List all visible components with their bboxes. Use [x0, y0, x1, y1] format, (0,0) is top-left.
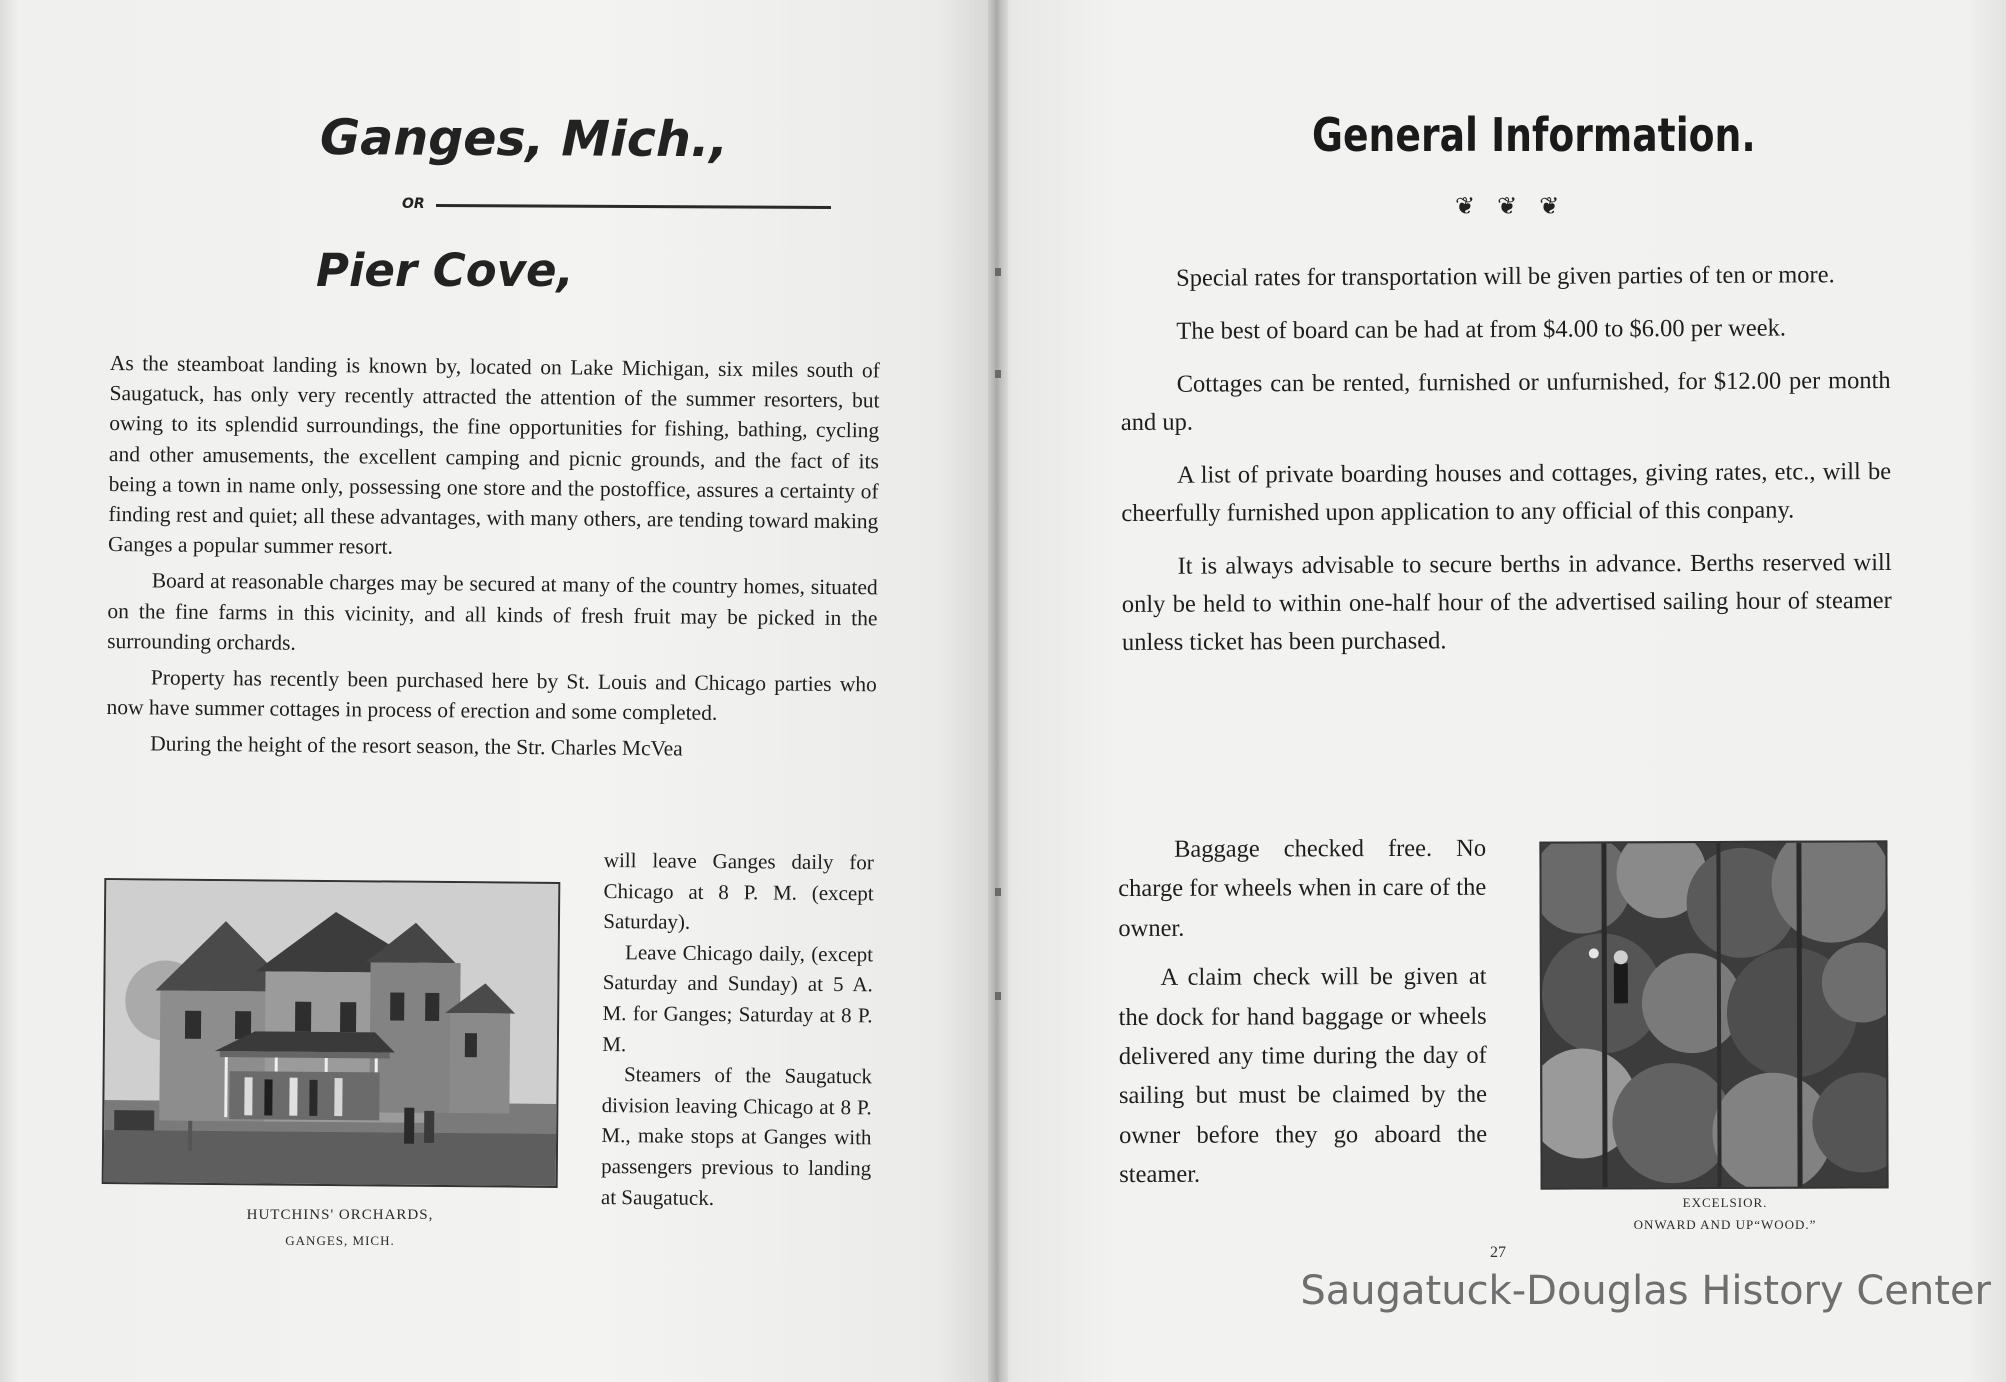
- left-page-title: Ganges, Mich.,: [319, 109, 729, 169]
- paragraph: Property has recently been purchased here by St. Louis and Chicago parties who now have summer cottages in process of erection and some completed.: [106, 665, 877, 726]
- forest-illustration: [1541, 842, 1886, 1187]
- excelsior-photo: [1539, 840, 1888, 1189]
- or-label: OR: [402, 196, 425, 212]
- right-photo-caption: [1575, 1192, 1875, 1236]
- caption-line: HUTCHINS' ORCHARDS,: [246, 1207, 434, 1223]
- paragraph: Special rates for transportation will be given parties of ten or more.: [1176, 261, 1835, 292]
- paragraph: The best of board can be had at from $4.00 to $6.00 per week.: [1176, 314, 1787, 345]
- caption-line: GANGES, MICH.: [285, 1233, 395, 1248]
- paragraph: As the steamboat landing is known by, located on Lake Michigan, six miles south of Saugatuck, has only very recently attracted the attention of the summer resorters, but owing to its splendid surroundings, the fine opportunities for fishing, bathing, cycling and other amusements, the excellent camping and picnic grounds, and the fact of its being a town in name only, possessing one store and the postoffice, assures a certainty of finding rest and quiet; all these advantages, with many others, are tending toward making Ganges a popular summer resort.: [108, 350, 880, 559]
- paragraph: A list of private boarding houses and cottages, giving rates, etc., will be cheerfully furnished upon application to any official of this conpany.: [1121, 457, 1892, 527]
- paragraph: will leave Ganges daily for Chicago at 8 P. M. (except Saturday).: [603, 847, 874, 934]
- or-divider: [402, 196, 832, 216]
- book-gutter: [988, 0, 1008, 1382]
- ornament-dingbats: ❦ ❦ ❦: [1455, 194, 1568, 220]
- page-number: 27: [1490, 1244, 1506, 1261]
- farmhouse-illustration: [104, 880, 559, 1186]
- caption-line: EXCELSIOR.: [1682, 1195, 1768, 1210]
- paragraph: Leave Chicago daily, (except Saturday and Sunday) at 5 A. M. for Ganges; Saturday at 8 P. M.: [602, 939, 874, 1056]
- baggage-column: [1118, 829, 1487, 1205]
- paragraph: Board at reasonable charges may be secured at many of the country homes, situated on the fine farms in this vicinity, and all kinds of fresh fruit may be picked in the surrounding orchards.: [107, 568, 878, 655]
- binding-stitch: [995, 268, 1001, 276]
- right-page-title: General Information.: [1312, 108, 1756, 162]
- paragraph: During the height of the resort season, the Str. Charles McVea: [150, 731, 683, 761]
- hutchins-orchards-photo: [102, 878, 561, 1188]
- paragraph: Baggage checked free. No charge for wheels when in care of the owner.: [1118, 834, 1487, 942]
- binding-stitch: [995, 370, 1001, 378]
- paragraph: Cottages can be rented, furnished or unfurnished, for $12.00 per month and up.: [1120, 366, 1891, 436]
- paragraph: It is always advisable to secure berths in advance. Berths reserved will only be held to within one-half hour of the advertised sailing hour of steamer unless ticket has been purchased.: [1121, 548, 1892, 656]
- paragraph: A claim check will be given at the dock for hand baggage or wheels delivered any time during the day of sailing but must be claimed by the owner before they go aboard the steamer.: [1118, 962, 1488, 1189]
- left-page-body: [106, 348, 880, 772]
- left-page-subtitle: Pier Cove,: [316, 244, 574, 297]
- divider-rule: [436, 204, 831, 209]
- binding-stitch: [995, 992, 1001, 1000]
- left-photo-caption: [180, 1203, 500, 1253]
- schedule-column: [601, 845, 874, 1214]
- caption-line: ONWARD AND UP“WOOD.”: [1633, 1217, 1817, 1232]
- binding-stitch: [995, 888, 1001, 896]
- right-page-body: [1120, 256, 1892, 677]
- paragraph: Steamers of the Saugatuck division leaving Chicago at 8 P. M., make stops at Ganges with passengers previous to landing at Saugatuck.: [600, 1062, 873, 1210]
- watermark: Saugatuck-Douglas History Center: [1300, 1268, 1991, 1314]
